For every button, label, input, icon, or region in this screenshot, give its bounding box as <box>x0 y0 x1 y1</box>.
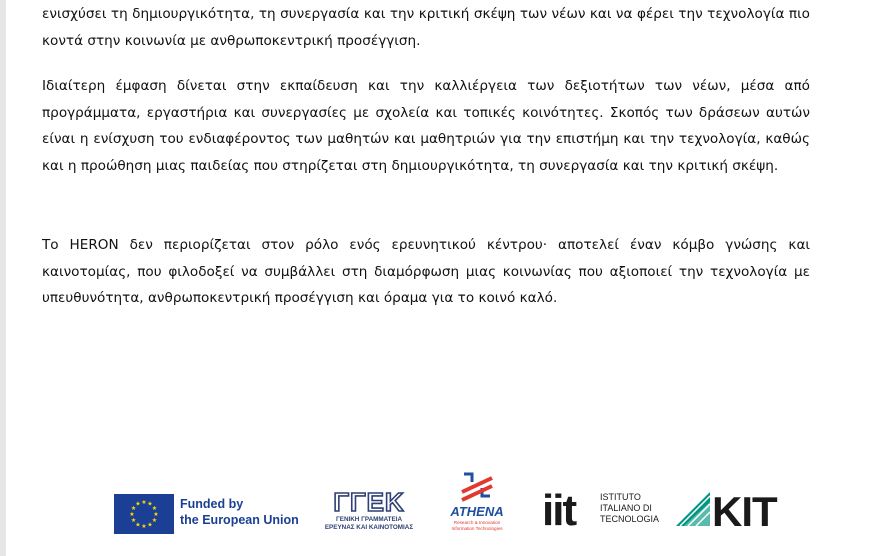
eu-star: ★ <box>151 517 158 524</box>
paragraph: ενισχύσει τη δημιουργικότητα, τη συνεργασία και την κριτική σκέψη των νέων και να φέρει την τεχνολογία πιο κοντά στην κοινωνία με ανθρωποκεντρική προσέγγιση. <box>42 6 810 49</box>
gsrt-logo <box>321 486 417 532</box>
eu-text-line2: the European Union <box>180 513 299 527</box>
gsrt-line1: ΓΕΝΙΚΗ ΓΡΑΜΜΑΤΕΙΑ <box>335 516 403 523</box>
athena-line1: Research & Innovation <box>453 520 501 525</box>
eu-funding-text <box>180 496 320 528</box>
kit-mark: KIT <box>712 488 777 528</box>
iit-line3: TECNOLOGIA <box>600 514 660 524</box>
eu-star: ★ <box>129 511 135 518</box>
athena-logo <box>442 470 512 536</box>
eu-star: ★ <box>153 511 159 518</box>
document-page <box>6 0 872 556</box>
eu-text-line1: Funded by <box>180 497 244 511</box>
iit-logo <box>542 488 662 530</box>
eu-star: ★ <box>135 500 141 508</box>
eu-star: ★ <box>151 505 158 512</box>
gsrt-line2: ΕΡΕΥΝΑΣ ΚΑΙ ΚΑΙΝΟΤΟΜΙΑΣ <box>324 524 414 531</box>
eu-star: ★ <box>130 505 137 512</box>
athena-name: ATHENA <box>450 504 504 519</box>
iit-line2: ITALIANO DI <box>600 503 652 513</box>
athena-line2: Information Technologies <box>451 526 503 531</box>
eu-star: ★ <box>141 499 147 506</box>
gsrt-mark: ΓΓΕΚ <box>333 487 405 517</box>
paragraph: Το HERON δεν περιορίζεται στον ρόλο ενός ερευνητικού κέντρου· αποτελεί έναν κόμβο γνώσης και καινοτομίας, που φιλοδοξεί να συμβάλλει στη διαμόρφωση μιας κοινωνίας που αξιοποιεί την τεχνολογία με υπευθυνότητα, ανθρωποκεντρική προσέγγιση και όραμα για το κοινό καλό. <box>42 237 810 306</box>
eu-star: ★ <box>135 521 141 529</box>
paragraph: Ιδιαίτερη έμφαση δίνεται στην εκπαίδευση και την καλλιέργεια των δεξιοτήτων των νέων, μέσα από προγράμματα, εργαστήρια και συνεργασίες με σχολεία και τοπικές κοινότητες. Σκοπός των δράσεων αυτών είναι η ενίσχυση του ενδιαφέροντος των μαθητών και μαθητριών για την επιστήμη και την τεχνολογία, καθώς και η προώθηση μιας παιδείας που στηρίζεται στη δημιουργικότητα, τη συνεργασία και την κριτική σκέψη. <box>42 78 810 174</box>
funding-logos <box>6 470 872 550</box>
iit-mark: iit <box>542 488 576 530</box>
eu-star: ★ <box>147 500 153 508</box>
eu-star: ★ <box>141 523 147 530</box>
iit-line1: ISTITUTO <box>600 492 641 502</box>
kit-logo <box>674 488 784 528</box>
eu-star: ★ <box>147 521 153 529</box>
eu-flag-logo <box>114 494 174 534</box>
eu-star: ★ <box>130 517 137 524</box>
